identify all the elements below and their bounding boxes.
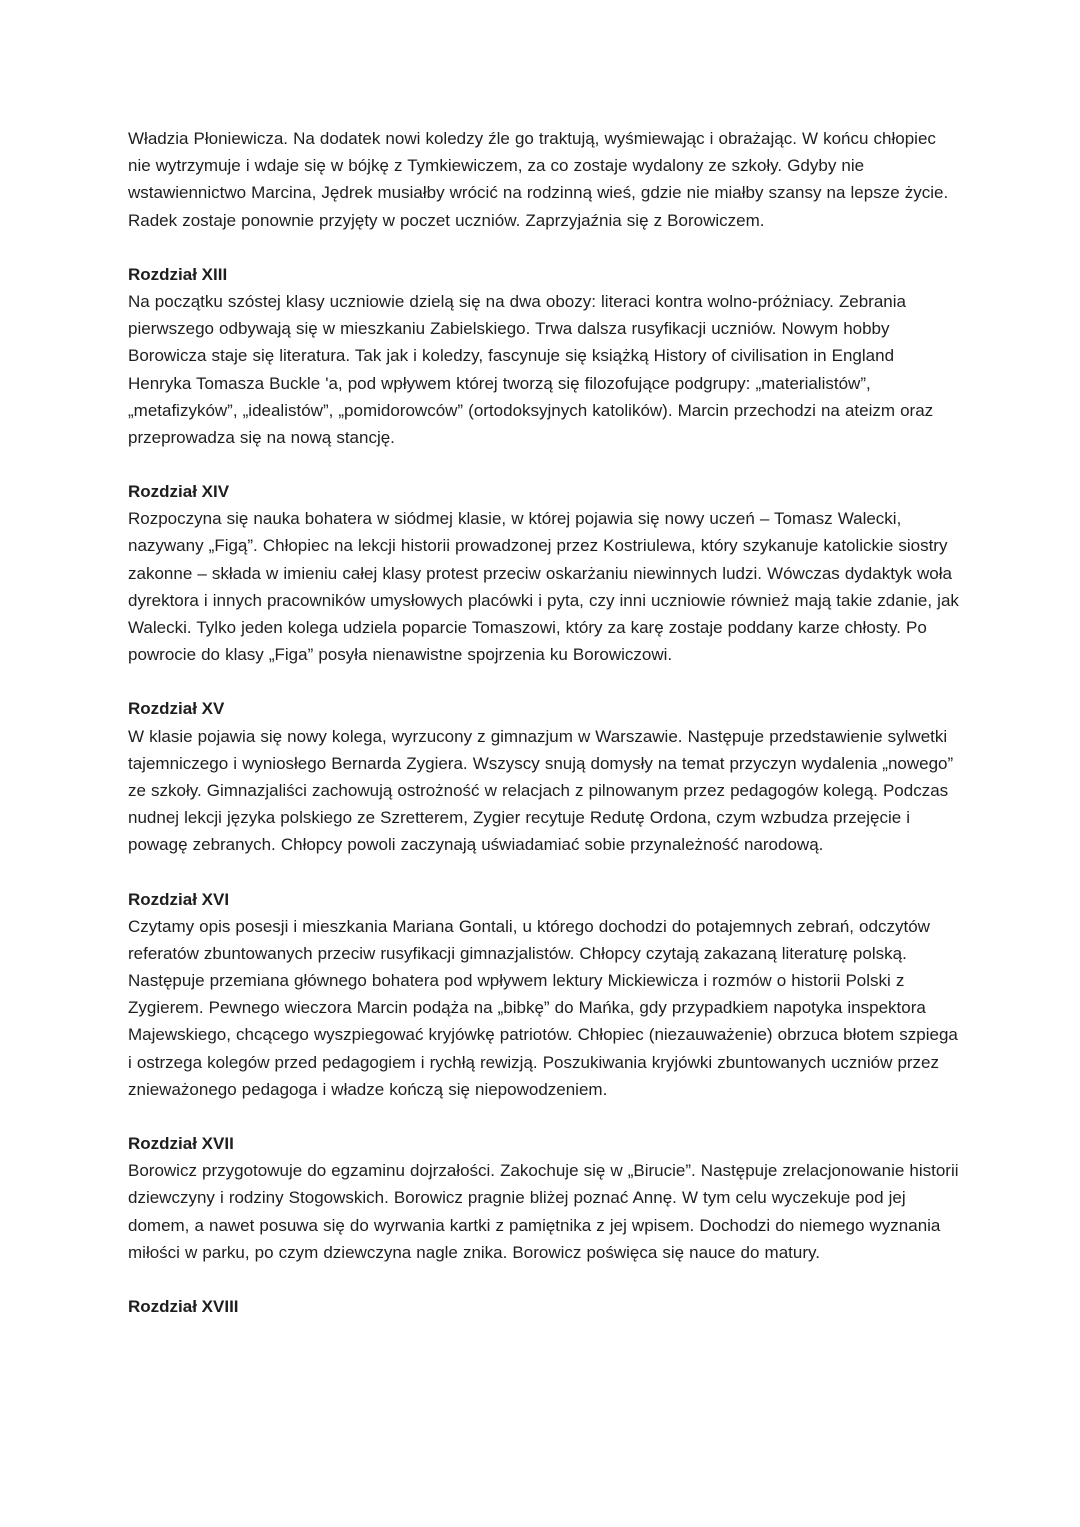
section-heading-xvi: Rozdział XVI [128,889,230,909]
section-body-xiv: Rozpoczyna się nauka bohatera w siódmej klasie, w której pojawia się nowy uczeń – Tomasz Walecki, nazywany „Figą”. Chłopiec na lekcji historii prowadzonej przez Kostriulewa, który szykanuje katolickie siostry zakonne – składa w imieniu całej klasy protest przeciw oskarżaniu niewinnych ludzi. Wówczas dydaktyk woła dyrektora i innych pracowników umysłowych placówki i pyta, czy inni uczniowie również mają takie zdanie, jak Walecki. Tylko jeden kolega udziela poparcie Tomaszowi, który za karę zostaje poddany karze chłosty. Po powrocie do klasy „Figa” posyła nienawistne spojrzenia ku Borowiczowi. [128,509,959,665]
section-body-xiii: Na początku szóstej klasy uczniowie dzielą się na dwa obozy: literaci kontra wolno-próżniacy. Zebrania pierwszego odbywają się w mieszkaniu Zabielskiego. Trwa dalsza rusyfikacji uczniów. Nowym hobby Borowicza staje się literatura. Tak jak i koledzy, fascynuje się książką History of civilisation in England Henryka Tomasza Buckle 'a, pod wpływem której tworzą się filozofujące podgrupy: „materialistów”, „metafizyków”, „idealistów”, „pomidorowców” (ortodoksyjnych katolików). Marcin przechodzi na ateizm oraz przeprowadza się na nową stancję. [128,291,934,447]
section-rozdzial-xvii [128,1130,960,1266]
section-rozdzial-xiv [128,478,960,668]
section-heading-xiii: Rozdział XIII [128,264,228,284]
section-body-xvii: Borowicz przygotowuje do egzaminu dojrzałości. Zakochuje się w „Birucie”. Następuje zrelacjonowanie historii dziewczyny i rodziny Stogowskich. Borowicz pragnie bliżej poznać Annę. W tym celu wyczekuje pod jej domem, a nawet posuwa się do wyrwania kartki z pamiętnika z jej wpisem. Dochodzi do niemego wyznania miłości w parku, po czym dziewczyna nagle znika. Borowicz poświęca się nauce do matury. [128,1161,959,1262]
section-rozdzial-xv [128,695,960,858]
section-body-xv: W klasie pojawia się nowy kolega, wyrzucony z gimnazjum w Warszawie. Następuje przedstawienie sylwetki tajemniczego i wyniosłego Bernarda Zygiera. Wszyscy snują domysły na temat przyczyn wydalenia „nowego” ze szkoły. Gimnazjaliści zachowują ostrożność w relacjach z pilnowanym przez pedagogów kolegą. Podczas nudnej lekcji języka polskiego ze Szretterem, Zygier recytuje Redutę Ordona, czym wzbudza przejęcie i powagę zebranych. Chłopcy powoli zaczynają uświadamiać sobie przynależność narodową. [128,726,954,855]
section-body-xvi: Czytamy opis posesji i mieszkania Mariana Gontali, u którego dochodzi do potajemnych zebrań, odczytów referatów zbuntowanych przeciw rusyfikacji gimnazjalistów. Chłopcy czytają zakazaną literaturę polską. Następuje przemiana głównego bohatera pod wpływem lektury Mickiewicza i rozmów o historii Polski z Zygierem. Pewnego wieczora Marcin podąża na „bibkę” do Mańka, gdy przypadkiem napotyka inspektora Majewskiego, chcącego wyszpiegować kryjówkę patriotów. Chłopiec (niezauważenie) obrzuca błotem szpiega i ostrzega kolegów przed pedagogiem i rychłą rewizją. Poszukiwania kryjówki zbuntowanych uczniów przez znieważonego pedagoga i władze kończą się niepowodzeniem. [128,916,958,1099]
section-heading-xv: Rozdział XV [128,699,225,719]
section-rozdzial-xiii [128,261,960,451]
intro-paragraph: Władzia Płoniewicza. Na dodatek nowi koledzy źle go traktują, wyśmiewając i obrażając. W końcu chłopiec nie wytrzymuje i wdaje się w bójkę z Tymkiewiczem, za co zostaje wydalony ze szkoły. Gdyby nie wstawiennictwo Marcina, Jędrek musiałby wrócić na rodzinną wieś, gdzie nie miałby szansy na lepsze życie. Radek zostaje ponownie przyjęty w poczet uczniów. Zaprzyjaźnia się z Borowiczem. [128,129,949,230]
section-heading-xiv: Rozdział XIV [128,482,230,502]
section-rozdzial-xviii [128,1293,960,1320]
section-heading-xvii: Rozdział XVII [128,1134,234,1153]
section-heading-xviii: Rozdział XVIII [128,1296,239,1316]
section-rozdzial-xvi [128,886,960,1104]
